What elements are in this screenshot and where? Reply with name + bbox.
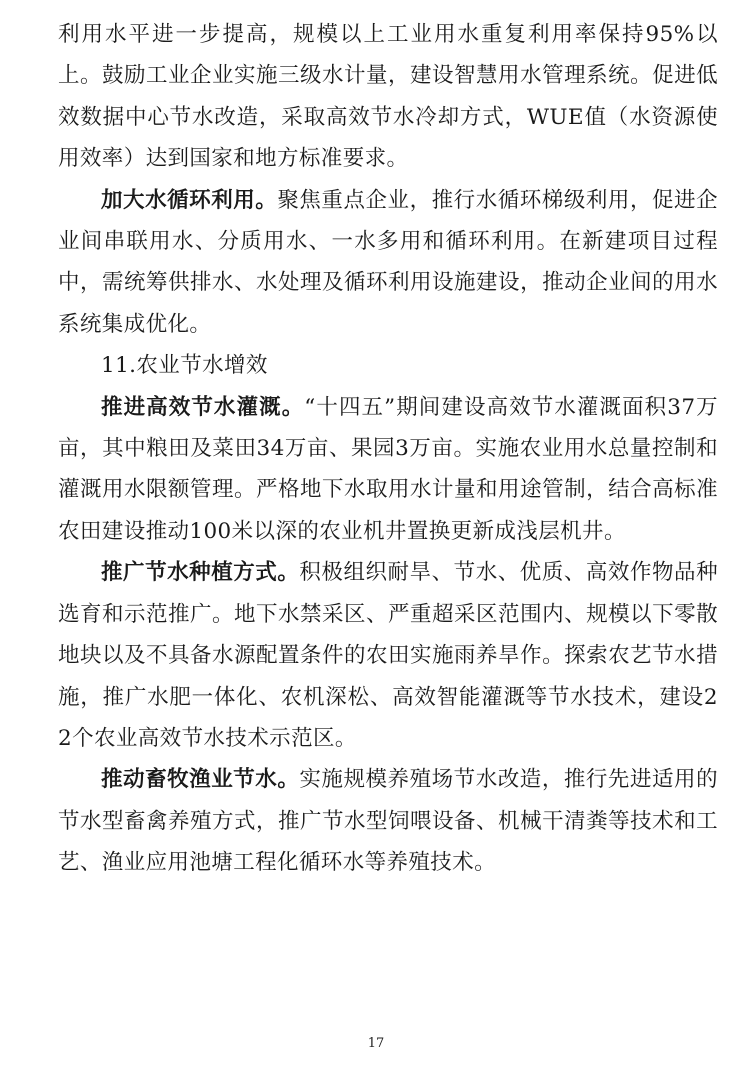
paragraph-text: 利用水平进一步提高，规模以上工业用水重复利用率保持95%以上。鼓励工业企业实施三级水计量，建设智慧用水管理系统。促进低效数据中心节水改造，采取高效节水冷却方式，WUE值（水资源使用效率）达到国家和地方标准要求。 <box>58 22 718 172</box>
paragraph-livestock-fishery <box>58 759 718 883</box>
paragraph-lead: 加大水循环利用。 <box>101 187 278 213</box>
section-heading-agriculture <box>58 345 718 386</box>
paragraph-industrial-water-reuse <box>58 14 718 180</box>
paragraph-lead: 推进高效节水灌溉。 <box>101 394 305 420</box>
paragraph-efficient-irrigation <box>58 387 718 553</box>
paragraph-water-saving-planting <box>58 552 718 759</box>
paragraph-lead: 推动畜牧渔业节水。 <box>101 767 300 793</box>
paragraph-water-recycling <box>58 180 718 346</box>
paragraph-text: 实施规模养殖场节水改造，推行先进适用的节水型畜禽养殖方式，推广节水型饲喂设备、机械干清粪等技术和工艺、渔业应用池塘工程化循环水等养殖技术。 <box>58 767 718 876</box>
paragraph-text: 11.农业节水增效 <box>101 353 268 379</box>
paragraph-text: 聚焦重点企业，推行水循环梯级利用，促进企业间串联用水、分质用水、一水多用和循环利用。在新建项目过程中，需统筹供排水、水处理及循环利用设施建设，推动企业间的用水系统集成优化。 <box>58 187 718 337</box>
document-body <box>58 14 718 884</box>
page-number: 17 <box>367 1036 385 1051</box>
paragraph-text: “十四五”期间建设高效节水灌溉面积37万亩，其中粮田及菜田34万亩、果园3万亩。实施农业用水总量控制和灌溉用水限额管理。严格地下水取用水计量和用途管制，结合高标准农田建设推动100米以深的农业机井置换更新成浅层机井。 <box>58 394 719 544</box>
paragraph-lead: 推广节水种植方式。 <box>101 560 300 586</box>
paragraph-text: 积极组织耐旱、节水、优质、高效作物品种选育和示范推广。地下水禁采区、严重超采区范围内、规模以下零散地块以及不具备水源配置条件的农田实施雨养旱作。探索农艺节水措施，推广水肥一体化、农机深松、高效智能灌溉等节水技术，建设22个农业高效节水技术示范区。 <box>58 560 718 751</box>
